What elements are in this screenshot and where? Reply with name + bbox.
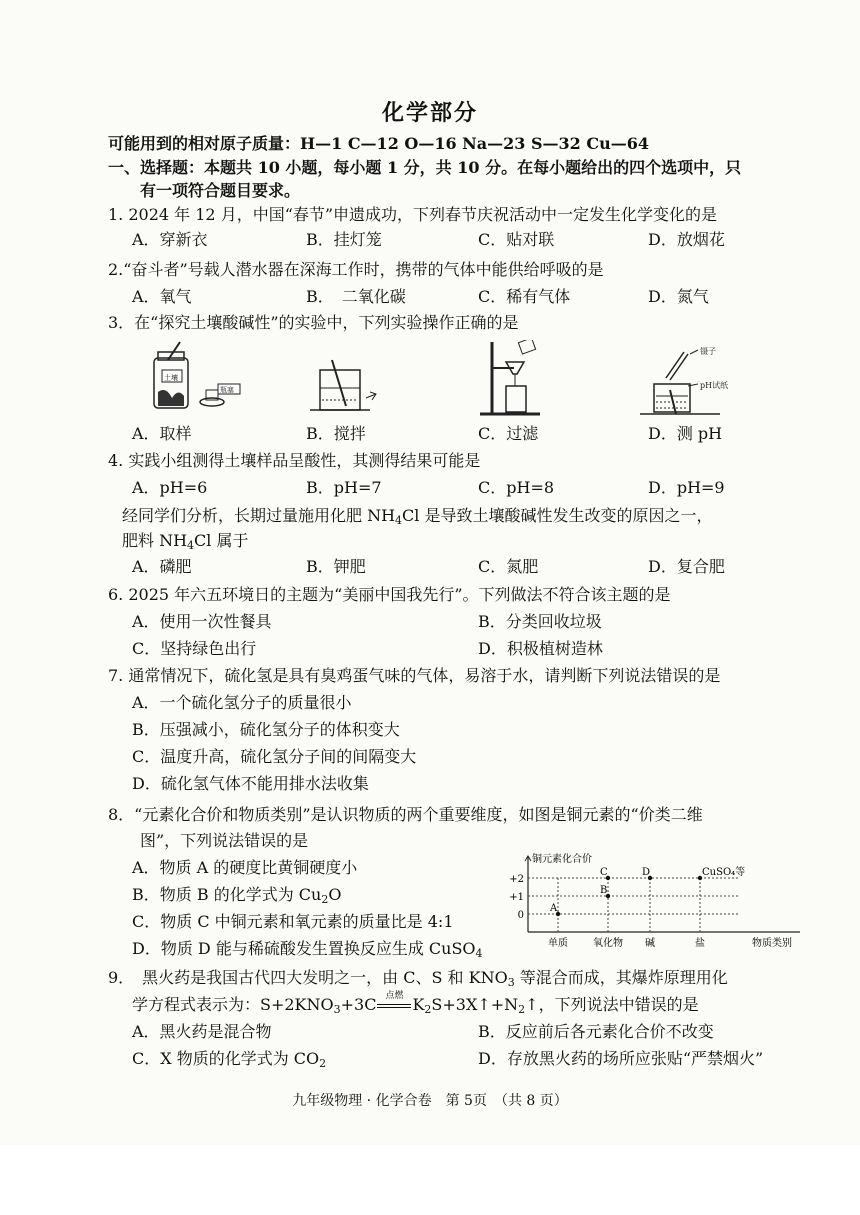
ph-paper-label: pH试纸	[700, 381, 729, 390]
ph-test-icon	[640, 346, 728, 414]
x-tick-label: 碱	[645, 938, 655, 949]
q9-option-a: A．黑火药是混合物	[132, 1022, 272, 1041]
y-tick-label: +2	[509, 874, 524, 885]
x-tick-label: 盐	[695, 938, 705, 949]
stirring-icon	[310, 360, 376, 410]
q8-option-a: A．物质 A 的硬度比黄铜硬度小	[132, 858, 358, 877]
q1-option-a: A．穿新衣	[132, 230, 208, 249]
data-point-label: A	[550, 903, 558, 914]
q8-option-c: C．物质 C 中铜元素和氧元素的质量比是 4:1	[132, 912, 454, 931]
q9-equation-line: 学方程式表示为：$S+2KNO_3+3C$ 点燃 $K_2S+3X↑+N_2↑$，下列说法中错误的是	[132, 991, 699, 1016]
data-point-label: B	[600, 885, 608, 896]
q9-option-c: C．X 物质的化学式为 $CO_2$	[132, 1049, 327, 1070]
x-tick-label: 氧化物	[593, 938, 623, 949]
q3-stem: 3．在“探究土壤酸碱性”的实验中，下列实验操作正确的是	[108, 313, 519, 332]
q3-option-d: D．测 pH	[648, 424, 723, 443]
q9-option-b: B．反应前后各元素化合价不改变	[478, 1022, 714, 1041]
reaction-arrow: 点燃	[376, 995, 412, 1015]
q6-option-b: B．分类回收垃圾	[478, 612, 602, 631]
y-tick-label: 0	[517, 910, 524, 921]
data-point-label: D	[642, 867, 651, 878]
q3-illustrations	[140, 340, 760, 420]
q3-option-b: B．搅拌	[306, 424, 366, 443]
y-tick-label: +1	[509, 892, 524, 903]
data-point-label: C	[600, 867, 608, 878]
soil-label: 土壤	[164, 374, 178, 382]
sampling-icon	[154, 342, 240, 408]
q4-option-a: A．pH=6	[132, 478, 208, 497]
q8-option-b: B．物质 B 的化学式为 $Cu_2O$	[132, 885, 342, 906]
tray-label: 瓶塞	[220, 386, 234, 394]
data-point-label: CuSO₄等	[702, 867, 746, 878]
q6-option-c: C．坚持绿色出行	[132, 639, 257, 658]
q4-option-d: D．pH=9	[648, 478, 725, 497]
valence-category-chart	[500, 848, 800, 956]
q6-stem: 6. 2025 年六五环境日的主题为“美丽中国我先行”。下列做法不符合该主题的是	[108, 585, 671, 604]
section-heading-cont: 有一项符合题目要求。	[140, 181, 301, 200]
tweezers-label: 镊子	[700, 347, 716, 356]
q5-stem-line1: 经同学们分析，长期过量施用化肥 $NH_4Cl$ 是导致土壤酸碱性发生改变的原因之一，	[122, 506, 713, 527]
x-tick-label: 单质	[548, 938, 568, 949]
q8-stem-line1: 8．“元素化合价和物质类别”是认识物质的两个重要维度，如图是铜元素的“价类二维	[108, 805, 703, 824]
y-axis-label: 铜元素化合价	[532, 854, 592, 865]
q1-option-b: B．挂灯笼	[306, 230, 382, 249]
section-heading: 一、选择题：本题共 10 小题，每小题 1 分，共 10 分。在每小题给出的四个选项中，只	[108, 158, 742, 177]
q7-option-b: B．压强减小，硫化氢分子的体积变大	[132, 720, 400, 739]
x-axis-label: 物质类别	[752, 938, 792, 949]
filtration-icon	[480, 340, 540, 414]
q6-option-a: A．使用一次性餐具	[132, 612, 272, 631]
q1-option-d: D．放烟花	[648, 230, 725, 249]
page-title: 化学部分	[381, 100, 478, 126]
q5-option-d: D．复合肥	[648, 557, 725, 576]
page-footer: 九年级物理 · 化学合卷 第 5页 （共 8 页）	[292, 1093, 568, 1109]
q6-option-d: D．积极植树造林	[478, 639, 603, 658]
q8-option-d: D．物质 D 能与稀硫酸发生置换反应生成 CuSO$_4$	[132, 939, 483, 960]
q7-stem: 7. 通常情况下，硫化氢是具有臭鸡蛋气味的气体，易溶于水，请判断下列说法错误的是	[108, 666, 721, 685]
q1-stem: 1. 2024 年 12 月，中国“春节”申遗成功，下列春节庆祝活动中一定发生化学变化的是	[108, 205, 718, 224]
q5-option-a: A．磷肥	[132, 557, 192, 576]
q7-option-a: A．一个硫化氢分子的质量很小	[132, 693, 352, 712]
q2-option-b: B． 二氧化碳	[306, 287, 406, 306]
q1-option-c: C．贴对联	[478, 230, 555, 249]
q8-stem-line2: 图”，下列说法错误的是	[140, 831, 309, 850]
q9-option-d: D．存放黑火药的场所应张贴“严禁烟火”	[478, 1049, 764, 1068]
q2-option-d: D．氮气	[648, 287, 709, 306]
q5-option-c: C．氮肥	[478, 557, 539, 576]
q5-option-b: B．钾肥	[306, 557, 366, 576]
q9-stem-line1: 9． 黑火药是我国古代四大发明之一，由 C、S 和 $KNO_3$ 等混合而成，其爆炸原理用化	[108, 968, 728, 989]
q7-option-c: C．温度升高，硫化氢分子间的间隔变大	[132, 747, 417, 766]
q2-option-c: C．稀有气体	[478, 287, 571, 306]
q2-stem: 2.“奋斗者”号载人潜水器在深海工作时，携带的气体中能供给呼吸的是	[108, 260, 604, 279]
q4-option-b: B．pH=7	[306, 478, 382, 497]
q4-option-c: C．pH=8	[478, 478, 555, 497]
q5-stem-line2: 肥料 $NH_4Cl$ 属于	[122, 531, 249, 552]
q3-option-c: C．过滤	[478, 424, 539, 443]
q4-stem: 4. 实践小组测得土壤样品呈酸性，其测得结果可能是	[108, 451, 481, 470]
atomic-mass-line: 可能用到的相对原子质量：H—1 C—12 O—16 Na—23 S—32 Cu—64	[108, 134, 650, 153]
q7-option-d: D．硫化氢气体不能用排水法收集	[132, 774, 369, 793]
q2-option-a: A．氧气	[132, 287, 192, 306]
q3-option-a: A．取样	[132, 424, 192, 443]
